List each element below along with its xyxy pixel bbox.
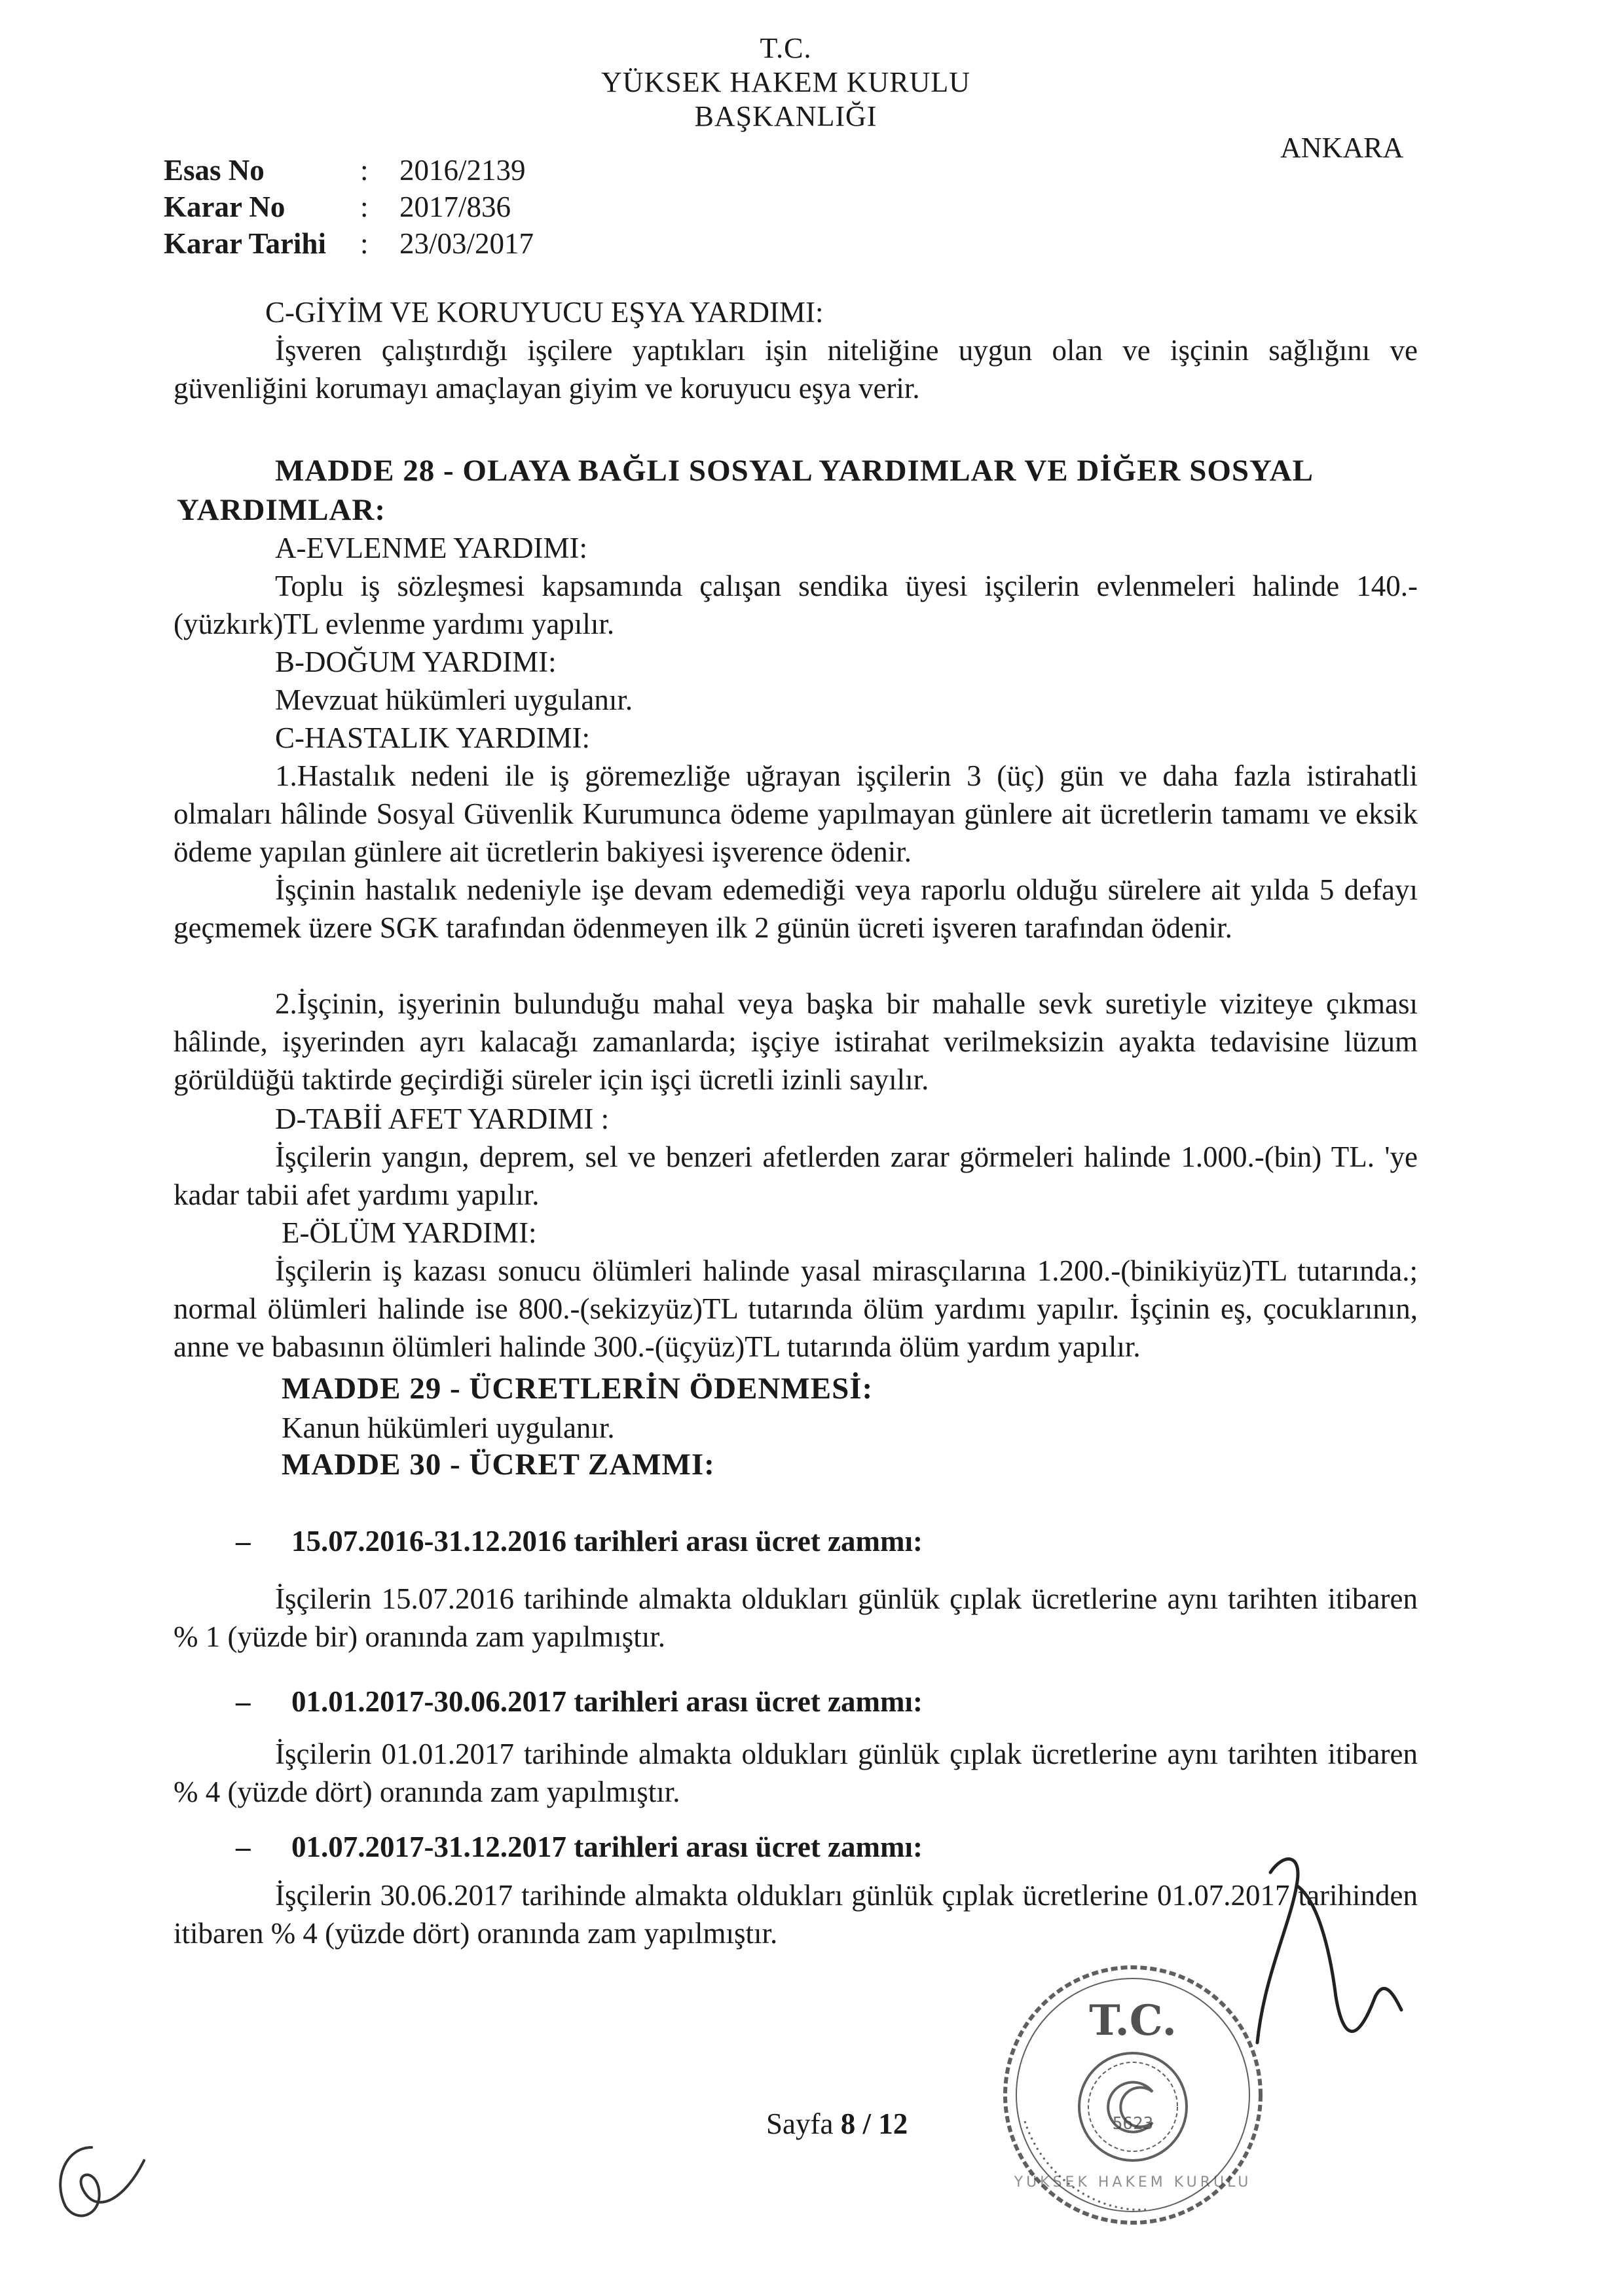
stamp-number: 5623: [1112, 2114, 1154, 2134]
giyim-heading: C-GİYİM VE KORUYUCU EŞYA YARDIMI:: [265, 296, 824, 329]
page-number: [766, 2107, 908, 2141]
esas-value: 2016/2139: [399, 154, 526, 187]
case-meta: [164, 152, 534, 262]
olum-paragraph: İşçilerin iş kazası sonucu ölümleri halinde yasal mirasçılarına 1.200.-(binikiyüz)TL tutarında.; normal ölümleri halinde ise 800.-(sekizyüz)TL tutarında ölüm yardımı yapılır. İşçinin eş, çocuklarının, anne ve babasının ölümleri halinde 300.-(üçyüz)TL tutarında ölüm yardım yapılır.: [174, 1254, 1418, 1363]
tarih-label: Karar Tarihi: [164, 227, 326, 260]
zam-2-paragraph: İşçilerin 01.01.2017 tarihinde almakta oldukları günlük çıplak ücretlerine aynı tarihten itibaren % 4 (yüzde dört) oranında zam yapılmıştır.: [174, 1738, 1418, 1808]
esas-label: Esas No: [164, 154, 265, 187]
header-tc: T.C.: [760, 32, 812, 64]
header-institution: YÜKSEK HAKEM KURULU: [600, 66, 971, 98]
stamp-seal: [995, 1958, 1270, 2232]
zam-3-heading: 01.07.2017-31.12.2017 tarihleri arası ücret zammı:: [291, 1831, 923, 1863]
zam-1-heading-row: [236, 1522, 923, 1560]
madde-29-text: Kanun hükümleri uygulanır.: [282, 1412, 615, 1444]
colon: :: [360, 154, 369, 187]
hastalik-paragraph-2: İşçinin hastalık nedeniyle işe devam edemediği veya raporlu olduğu sürelere ait yılda 5 defayı geçmemek üzere SGK tarafından ödenmeyen ilk 2 günün ücreti işveren tarafından ödenir.: [174, 873, 1418, 944]
tarih-value: 23/03/2017: [399, 227, 534, 260]
zam-1-heading: 15.07.2016-31.12.2016 tarihleri arası ücret zammı:: [291, 1525, 923, 1558]
zam-2-heading-row: [236, 1683, 923, 1721]
official-stamp: [995, 1958, 1270, 2232]
madde-29-heading: MADDE 29 - ÜCRETLERİN ÖDENMESİ:: [282, 1372, 874, 1406]
page-separator: /: [855, 2107, 879, 2140]
dogum-heading: B-DOĞUM YARDIMI:: [275, 646, 557, 678]
list-dash: –: [236, 1525, 251, 1558]
hastalik-paragraph-1: 1.Hastalık nedeni ile iş göremezliğe uğrayan işçilerin 3 (üç) gün ve daha fazla istirahatli olmaları hâlinde Sosyal Güvenlik Kurumunca ödeme yapılmayan günlere ait ücretlerin tamamı ve eksik ödeme yapılan günlere ait ücretlerin bakiyesi işverence ödenir.: [174, 759, 1418, 868]
olum-heading: E-ÖLÜM YARDIMI:: [282, 1216, 537, 1249]
zam-3-heading-row: [236, 1828, 923, 1866]
dogum-text: Mevzuat hükümleri uygulanır.: [275, 683, 633, 716]
madde-28-heading-line2: YARDIMLAR:: [177, 493, 386, 527]
giyim-paragraph: İşveren çalıştırdığı işçilere yaptıkları işin niteliğine uygun olan ve işçinin sağlığını ve güvenliğini korumayı amaçlayan giyim ve koruyucu eşya verir.: [174, 334, 1418, 405]
zam-1-paragraph: İşçilerin 15.07.2016 tarihinde almakta oldukları günlük çıplak ücretlerine aynı tarihten itibaren % 1 (yüzde bir) oranında zam yapılmıştır.: [174, 1582, 1418, 1653]
zam-3-paragraph: İşçilerin 30.06.2017 tarihinde almakta oldukları günlük çıplak ücretlerine 01.07.2017 tarihinden itibaren % 4 (yüzde dört) oranında zam yapılmıştır.: [174, 1879, 1418, 1950]
madde-28-heading-line1: MADDE 28 - OLAYA BAĞLI SOSYAL YARDIMLAR VE DİĞER SOSYAL: [275, 454, 1314, 488]
afet-heading: D-TABİİ AFET YARDIMI :: [275, 1102, 610, 1135]
madde-30-heading: MADDE 30 - ÜCRET ZAMMI:: [282, 1448, 715, 1482]
stamp-ring-text: YÜKSEK HAKEM KURULU: [1014, 2174, 1252, 2191]
page-current: 8: [840, 2107, 856, 2140]
karar-value: 2017/836: [399, 191, 511, 223]
tarih-row: [164, 225, 534, 262]
evlenme-heading: A-EVLENME YARDIMI:: [275, 532, 588, 564]
zam-2-heading: 01.01.2017-30.06.2017 tarihleri arası ücret zammı:: [291, 1685, 923, 1718]
evlenme-paragraph: Toplu iş sözleşmesi kapsamında çalışan sendika üyesi işçilerin evlenmeleri halinde 140.-(yüzkırk)TL evlenme yardımı yapılır.: [174, 570, 1418, 640]
initial-stroke: [46, 2121, 157, 2232]
header-city: ANKARA: [1280, 132, 1404, 164]
handwritten-initial: [46, 2121, 157, 2232]
colon: :: [360, 227, 369, 260]
colon: :: [360, 191, 369, 223]
list-dash: –: [236, 1685, 251, 1718]
list-dash: –: [236, 1831, 251, 1863]
karar-row: [164, 189, 534, 225]
esas-row: [164, 152, 534, 189]
hastalik-heading: C-HASTALIK YARDIMI:: [275, 721, 590, 754]
page-prefix: Sayfa: [766, 2107, 841, 2140]
afet-paragraph: İşçilerin yangın, deprem, sel ve benzeri afetlerden zarar görmeleri halinde 1.000.-(bin) TL. 'ye kadar tabii afet yardımı yapılır.: [174, 1140, 1418, 1211]
stamp-center-text: T.C.: [1089, 1996, 1177, 2045]
page-total: 12: [878, 2107, 908, 2140]
karar-label: Karar No: [164, 191, 286, 223]
hastalik-paragraph-3: 2.İşçinin, işyerinin bulunduğu mahal veya başka bir mahalle sevk suretiyle viziteye çıkması hâlinde, işyerinden ayrı kalacağı zamanlarda; işçiye istirahat verilmeksizin ayakta tedavisine lüzum görüldüğü taktirde geçirdiği süreler için işçi ücretli izinli sayılır.: [174, 987, 1418, 1096]
header-presidency: BAŞKANLIĞI: [694, 100, 877, 132]
